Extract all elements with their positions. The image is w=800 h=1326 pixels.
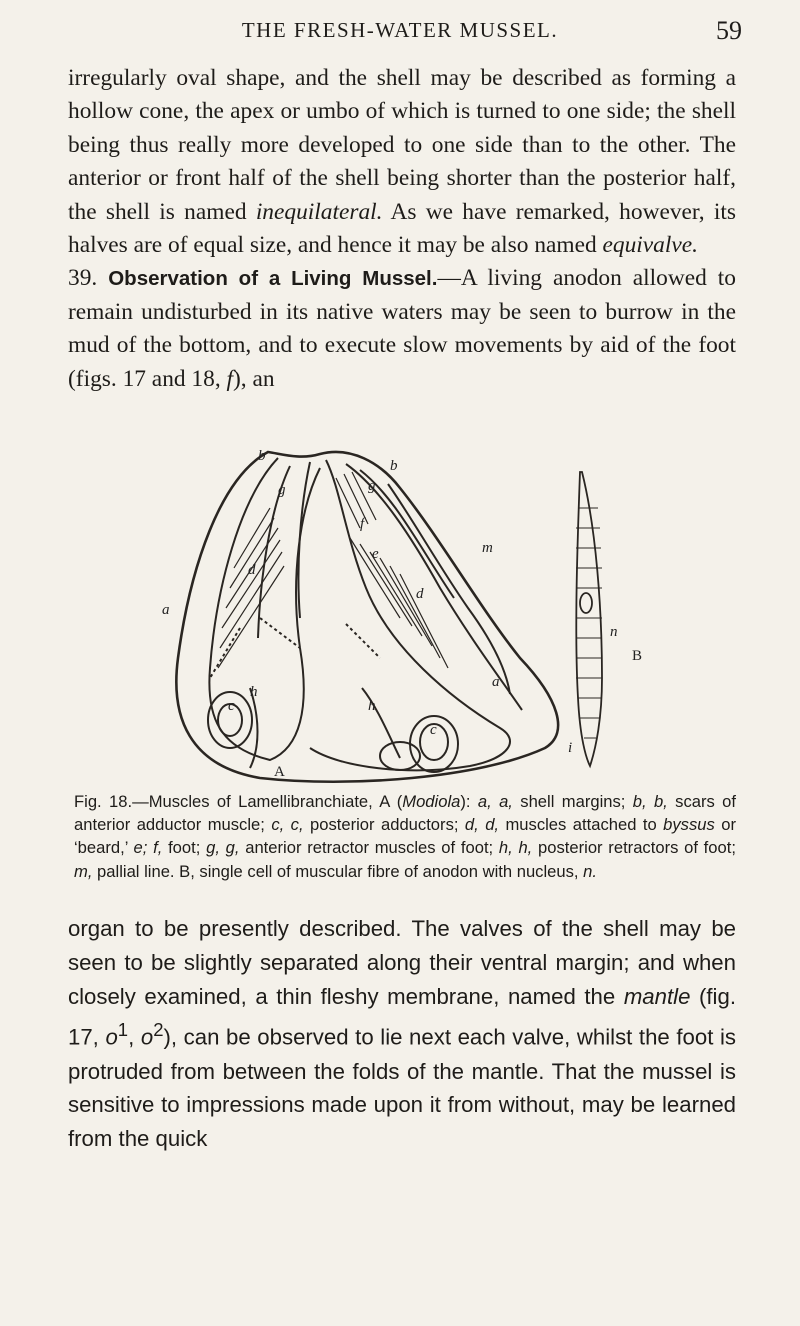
caption-text-h: foot; [162, 838, 207, 858]
para1-text-a: irregularly oval shape, and the shell may be described as forming a hollow cone, the apex or umbo of which is turned to one side; the shell being thus really more developed to one side than to the other. The anterior or front half of the shell being shorter than the posterior half, the shell is named [68, 65, 736, 225]
paragraph-shell-description [68, 62, 736, 396]
fig-label-f: f [360, 516, 365, 532]
para2-text-a: organ to be presently described. The valves of the shell may be seen to be slightly separated along their ventral margin; and when closely examined, a thin fleshy membrane, named the [68, 916, 736, 1009]
ref-o2-sup: 2 [153, 1019, 164, 1041]
fig-label-h1: h [250, 684, 258, 700]
caption-text-i: anterior retractor muscles of foot; [239, 838, 499, 858]
caption-e: e; [133, 838, 148, 858]
fig-label-a2: a [492, 674, 500, 690]
caption-byssus: byssus [663, 815, 715, 835]
fig-label-c2: c [430, 722, 437, 738]
caption-c: c, c, [271, 815, 304, 835]
para2-text-c: ), can be observed to lie next each valve, whilst the foot is protruded from between the folds of the mantle. That the mussel is sensitive to impressions made upon it from without, may be learned from the quick [68, 1024, 736, 1152]
caption-n: n. [583, 861, 597, 881]
fig-label-e: e [372, 546, 379, 562]
term-mantle: mantle [623, 983, 691, 1009]
fig-label-h2: h [368, 698, 376, 714]
ref-o1-sup: 1 [117, 1019, 129, 1041]
fig-label-g1: g [278, 482, 286, 498]
fig-label-n: n [610, 624, 618, 640]
section-39-text-a: —A living anodon allowed to remain undisturbed in its native waters may be seen to burrow in the mud of the bottom, and to execute slow movements by aid of the foot (figs. 17 and 18, [68, 265, 736, 392]
caption-text-c: shell margins; [512, 792, 633, 811]
caption-text-j: posterior retractors of foot; [532, 838, 736, 858]
figure-18-drawing [150, 448, 650, 784]
caption-text-b: ): [460, 792, 478, 811]
term-inequilateral: inequilateral. [255, 198, 383, 225]
fig-label-d1: d [248, 562, 256, 578]
term-equivalve: equivalve. [602, 232, 698, 259]
caption-m: m, [74, 861, 93, 881]
fig-label-b1: b [258, 448, 266, 464]
caption-genus: Modiola [402, 792, 461, 811]
fig-label-g2: g [368, 478, 376, 494]
para1-text-b: As we have remarked, however, its halves are of equal size, and hence it may be also named [68, 198, 736, 259]
caption-text-a: —Muscles of Lamellibranchiate, A ( [132, 792, 403, 811]
running-head-title: THE FRESH-WATER MUSSEL. [241, 18, 559, 42]
caption-text-g: or ‘beard,’ [74, 815, 736, 858]
running-head [0, 18, 800, 48]
fig-label-m: m [482, 540, 493, 556]
caption-h: h, h, [498, 838, 533, 858]
caption-fig-number: Fig. 18. [74, 792, 133, 811]
caption-g: g, g, [206, 838, 240, 858]
caption-a: a, a, [477, 792, 513, 811]
ref-comma: , [128, 1024, 141, 1050]
caption-b: b, b, [632, 792, 668, 811]
section-39-text-b: ), an [233, 365, 275, 392]
section-39-number: 39. [68, 265, 98, 292]
fig-label-c1: c [228, 698, 235, 714]
page-number: 59 [716, 16, 742, 45]
figure-18-illustration [150, 448, 650, 784]
ref-o1: o [105, 1024, 118, 1050]
figure-18-caption [74, 790, 736, 883]
section-39-ref-f: f [226, 365, 234, 392]
ref-o2: o [140, 1024, 154, 1050]
fig-label-b2: b [390, 458, 398, 474]
caption-text-k: pallial line. B, single cell of muscular fibre of anodon with nucleus, [92, 861, 584, 881]
paragraph-mantle [68, 912, 736, 1156]
fig-label-d2: d [416, 586, 424, 602]
para2-text-b: (fig. 17, [68, 983, 736, 1050]
caption-d: d, d, [464, 815, 500, 835]
fig-panel-a: A [274, 764, 285, 780]
caption-text-d: scars of anterior adductor muscle; [74, 792, 736, 835]
section-39-heading: Observation of a Living Mussel. [108, 267, 438, 291]
fig-label-i: i [568, 740, 573, 756]
fig-label-a1: a [162, 602, 170, 618]
caption-text-e: posterior adductors; [303, 815, 465, 835]
caption-text-f: muscles attached to [499, 815, 664, 835]
caption-f: f, [147, 838, 163, 858]
fig-panel-b: B [632, 648, 643, 664]
